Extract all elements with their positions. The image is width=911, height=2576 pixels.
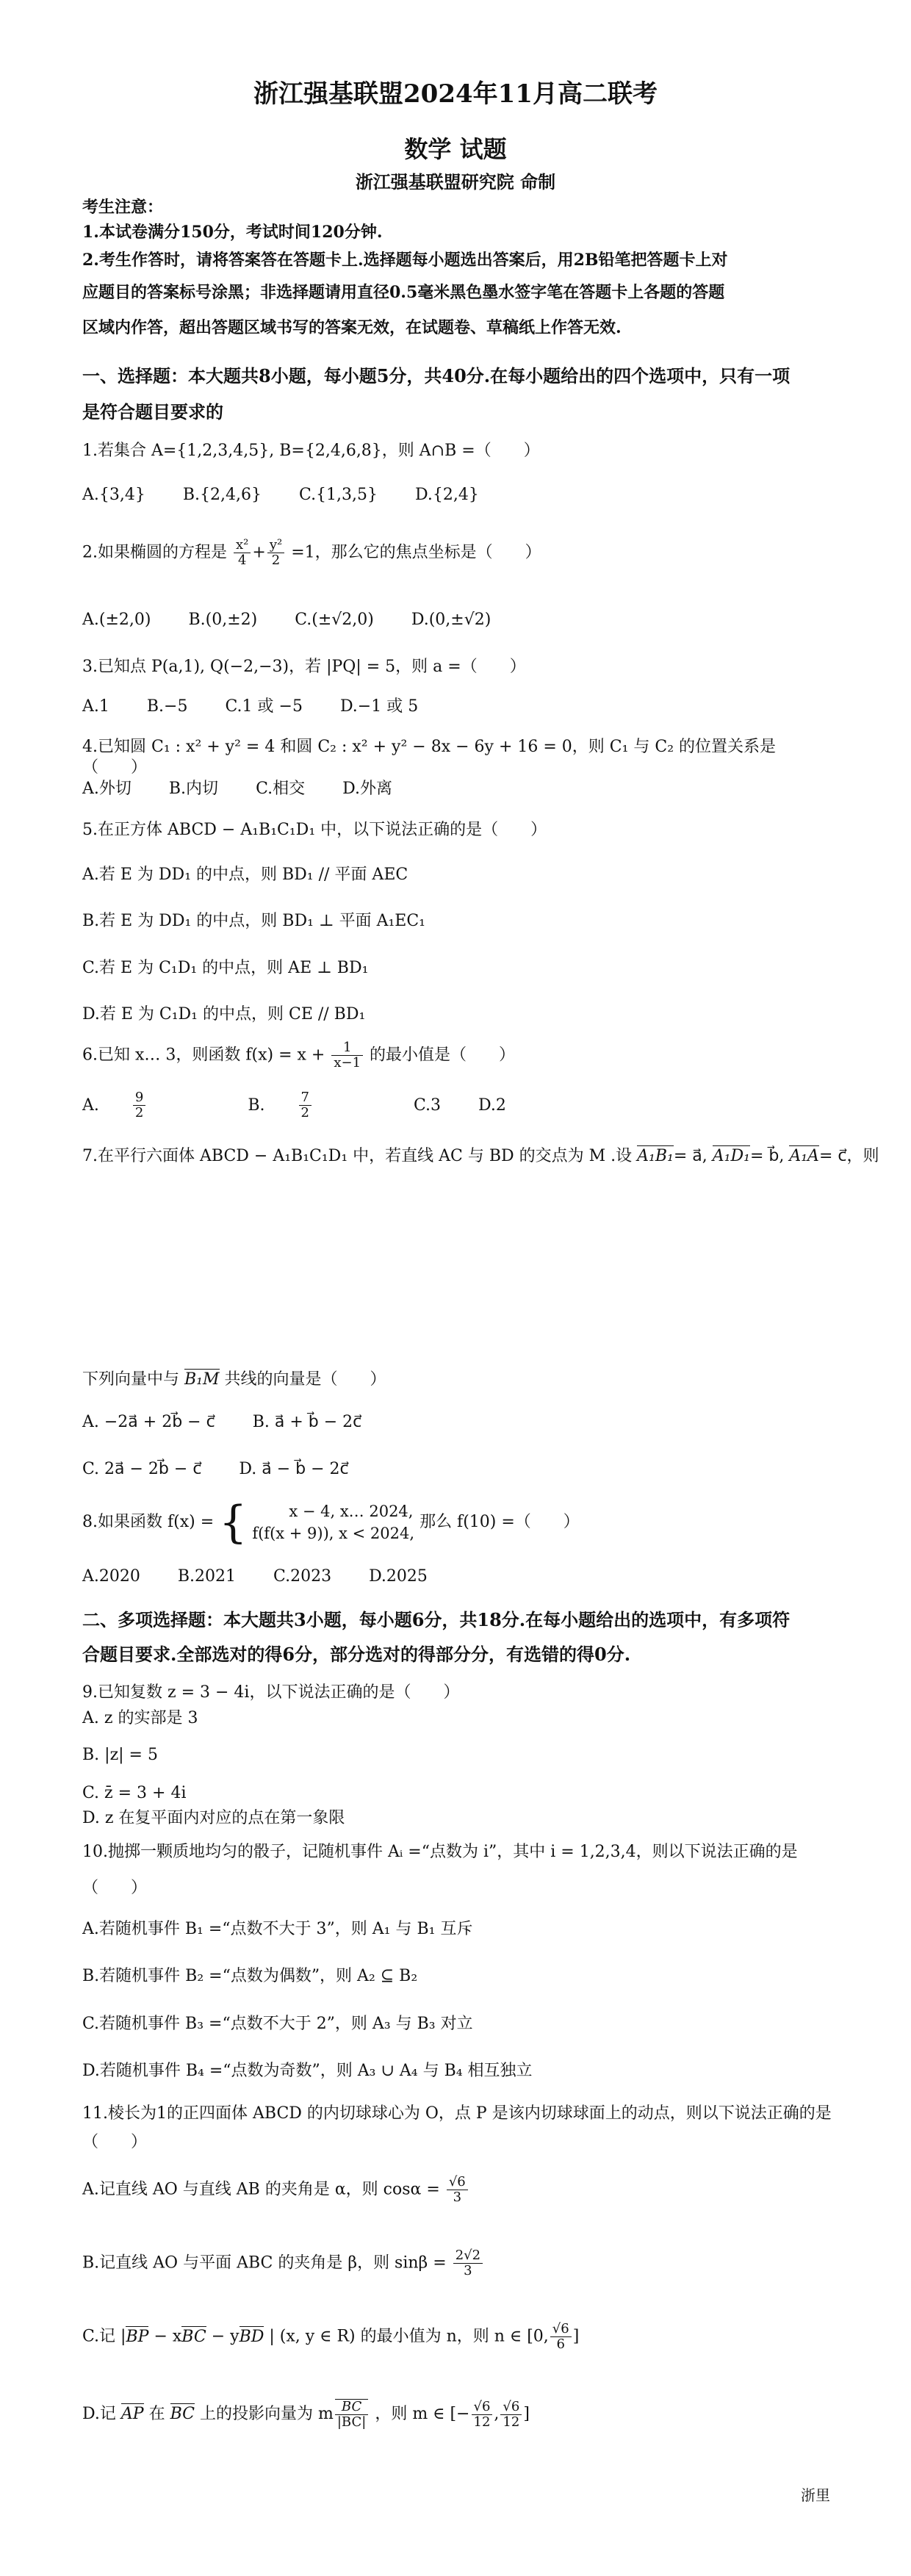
note-2b: 应题目的答案标号涂黑；非选择题请用直径0.5毫米黑色墨水签字笔在答题卡上各题的答题: [82, 283, 725, 302]
q8-option-d: D.2025: [369, 1567, 428, 1586]
q11-option-c-frac: [550, 2322, 572, 2352]
section2-line1: 二、多项选择题：本大题共3小题，每小题6分，共18分.在每小题给出的选项中，有多项符: [82, 1609, 791, 1630]
q6-option-b: [248, 1090, 376, 1120]
q11-option-b-text: B.记直线 AO 与平面 ABC 的夹角是 β，则 sinβ =: [82, 2253, 447, 2273]
q4-stem: 4.已知圆 C₁ : x² + y² = 4 和圆 C₂ : x² + y² − 8x − 6y + 16 = 0，则 C₁ 与 C₂ 的位置关系是（ ）: [82, 738, 777, 777]
q11-option-d-frac2: [500, 2400, 522, 2430]
q11-option-a: [82, 2175, 832, 2205]
q8-brace: {: [219, 1497, 248, 1548]
note-1: 1.本试卷满分150分，考试时间120分钟.: [82, 223, 383, 242]
q4-option-d: D.外离: [342, 780, 392, 798]
q11-option-c: [82, 2322, 832, 2352]
q10-option-a: A.若随机事件 B₁ =“点数不大于 3”，则 A₁ 与 B₁ 互斥: [82, 1920, 473, 1938]
q11-option-d-frac2-num: √6: [500, 2400, 522, 2415]
q7-vector-a1a: A₁A: [789, 1147, 819, 1165]
q2-option-a: A.(±2,0): [82, 611, 151, 629]
q8-stem: [82, 1497, 832, 1548]
q2-option-d: D.(0,±√2): [411, 611, 491, 629]
q5-option-d: D.若 E 为 C₁D₁ 的中点，则 CE // BD₁: [82, 1005, 366, 1023]
q11-option-d-post2: ，则 m ∈: [375, 2405, 445, 2423]
q4-option-c: C.相交: [256, 780, 306, 798]
q9-option-d: D. z 在复平面内对应的点在第一象限: [82, 1809, 345, 1827]
q8-option-c: C.2023: [273, 1567, 332, 1586]
q2-frac-y: [267, 538, 284, 568]
q11-option-b-den: 3: [464, 2263, 472, 2278]
q7-option-d: D. a⃗ − b⃗ − 2c⃗: [239, 1460, 349, 1478]
q1-stem: 1.若集合 A={1,2,3,4,5}, B={2,4,6,8}，则 A∩B =（ ）: [82, 442, 540, 460]
q7-eq1: = a⃗,: [673, 1147, 707, 1165]
q11-option-b: [82, 2248, 832, 2278]
q6-option-a: [82, 1090, 210, 1120]
q5-option-b: B.若 E 为 DD₁ 的中点，则 BD₁ ⊥ 平面 A₁EC₁: [82, 912, 425, 930]
q6-post: 的最小值是（ ）: [370, 1046, 516, 1065]
q11-option-d-unit-num: BC: [335, 2399, 368, 2415]
q3-stem: 3.已知点 P(a,1), Q(−2,−3)，若 |PQ| = 5，则 a =（ ）: [82, 658, 526, 676]
q6-option-b-frac: [299, 1090, 344, 1120]
q11-option-c-num: √6: [550, 2322, 572, 2337]
q7-stem-text: 7.在平行六面体 ABCD − A₁B₁C₁D₁ 中，若直线 AC 与 BD 的交点为 M .设: [82, 1147, 633, 1165]
q5-stem: 5.在正方体 ABCD − A₁B₁C₁D₁ 中，以下说法正确的是（ ）: [82, 821, 547, 839]
q1-option-b: B.{2,4,6}: [182, 486, 262, 504]
q11-option-d-comma: ,: [494, 2405, 500, 2423]
q6-option-b-label: B.: [248, 1095, 265, 1115]
q10-option-b: B.若随机事件 B₂ =“点数为偶数”，则 A₂ ⊆ B₂: [82, 1967, 418, 1985]
q10-stem-1: 10.抛掷一颗质地均匀的骰子，记随机事件 Aᵢ =“点数为 i”，其中 i = 1,2,3,4，则以下说法正确的是: [82, 1843, 798, 1861]
q6-stem: [82, 1040, 832, 1071]
q11-option-c-bracket-right: ]: [572, 2327, 580, 2346]
q11-stem-2: （ ）: [82, 2133, 148, 2151]
q9-option-c: C. z̄ = 3 + 4i: [82, 1784, 187, 1802]
q11-option-b-frac: [453, 2248, 483, 2278]
page-footer: 浙里: [801, 2486, 830, 2504]
exam-org: 浙江强基联盟研究院 命制: [355, 171, 556, 193]
q11-option-a-frac: [447, 2175, 468, 2205]
q5-option-c: C.若 E 为 C₁D₁ 的中点，则 AE ⊥ BD₁: [82, 959, 369, 977]
q1-option-a: A.{3,4}: [82, 486, 145, 504]
q2-option-b: B.(0,±2): [188, 611, 258, 629]
q7-vector-a1b1: A₁B₁: [637, 1147, 674, 1165]
q7-option-c: C. 2a⃗ − 2b⃗ − c⃗: [82, 1460, 202, 1478]
q3-options: [82, 697, 450, 717]
q7-option-b: B. a⃗ + b⃗ − 2c⃗: [252, 1413, 362, 1431]
q11-option-d-unit-den: |BC|: [336, 2414, 367, 2430]
q11-option-c-bracket-left: [0,: [527, 2327, 549, 2346]
q1-options: [82, 485, 511, 506]
q7-cont-post: 共线的向量是（ ）: [224, 1370, 386, 1389]
q11-option-d-bracket-right: ]: [523, 2405, 530, 2423]
section2-line2: 合题目要求.全部选对的得6分，部分选对的得部分分，有选错的得0分.: [82, 1644, 631, 1665]
q10-option-c: C.若随机事件 B₃ =“点数不大于 2”，则 A₃ 与 B₃ 对立: [82, 2015, 473, 2033]
q11-option-a-text: A.记直线 AO 与直线 AB 的夹角是 α，则 cosα =: [82, 2180, 440, 2199]
q3-option-b: B.−5: [146, 697, 188, 716]
q11-option-d-frac2-den: 12: [503, 2414, 520, 2430]
q9-option-b: B. |z| = 5: [82, 1746, 158, 1764]
q4-options: [82, 779, 425, 799]
q3-option-c: C.1 或 −5: [225, 697, 303, 716]
q11-option-a-den: 3: [453, 2190, 462, 2205]
q11-vector-bc-2: BC: [170, 2405, 195, 2423]
q6-option-a-den: 2: [134, 1105, 144, 1120]
q6-frac: [331, 1040, 363, 1071]
q1-option-c: C.{1,3,5}: [299, 486, 378, 504]
q11-vector-bp: BP: [126, 2327, 149, 2346]
q8-post: 那么 f(10) =（ ）: [420, 1513, 580, 1531]
q9-stem: 9.已知复数 z = 3 − 4i，以下说法正确的是（ ）: [82, 1683, 460, 1702]
section1-line1: 一、选择题：本大题共8小题，每小题5分，共40分.在每小题给出的四个选项中，只有一项: [82, 365, 791, 386]
q2-option-c: C.(±√2,0): [295, 611, 374, 629]
q11-vector-bc: BC: [181, 2327, 206, 2346]
q11-option-c-mid1: − x: [154, 2327, 182, 2346]
q2-frac-x-num: x²: [234, 538, 251, 553]
q11-vector-bd: BD: [239, 2327, 264, 2346]
q11-option-d-bracket-left: [−: [450, 2405, 470, 2423]
q7-vector-b1m: B₁M: [184, 1370, 220, 1389]
q2-pre: 2.如果椭圆的方程是: [82, 543, 227, 562]
q2-frac-x: [234, 538, 251, 568]
q2-frac-x-den: 4: [237, 553, 247, 568]
exam-subject: 数学 试题: [404, 135, 507, 163]
q11-option-a-num: √6: [447, 2175, 468, 2190]
q11-vector-ap: AP: [120, 2405, 144, 2423]
section1-line2: 是符合题目要求的: [82, 401, 223, 422]
q6-option-a-frac: [133, 1090, 178, 1120]
q2-frac-y-num: y²: [267, 538, 284, 553]
q6-options: [82, 1090, 539, 1120]
q7-continued: [82, 1370, 832, 1390]
q11-option-d: [82, 2399, 832, 2430]
q1-option-d: D.{2,4}: [415, 486, 479, 504]
q10-stem-2: （ ）: [82, 1879, 148, 1897]
q8-pre: 8.如果函数 f(x) =: [82, 1513, 215, 1531]
q7-stem: [82, 1146, 879, 1167]
q6-frac-den: x−1: [334, 1055, 361, 1071]
notes-heading: 考生注意：: [82, 198, 164, 217]
q7-option-a: A. −2a⃗ + 2b⃗ − c⃗: [82, 1413, 215, 1431]
q11-option-c-pre: C.记 |: [82, 2327, 126, 2346]
q11-option-d-mid: 在: [148, 2405, 165, 2423]
q7-options-cd: [82, 1459, 381, 1480]
q11-option-c-den: 6: [556, 2336, 565, 2352]
q6-option-d: D.2: [478, 1095, 506, 1115]
note-2a: 2.考生作答时，请将答案答在答题卡上.选择题每小题选出答案后，用2B铅笔把答题卡上对: [82, 251, 728, 270]
q3-option-a: A.1: [82, 697, 109, 716]
q11-option-d-frac1-den: 12: [473, 2414, 491, 2430]
q5-option-a: A.若 E 为 DD₁ 的中点，则 BD₁ // 平面 AEC: [82, 866, 408, 884]
q4-option-b: B.内切: [168, 780, 219, 798]
q6-pre: 6.已知 x… 3，则函数 f(x) = x +: [82, 1046, 325, 1065]
exam-title: 浙江强基联盟2024年11月高二联考: [253, 79, 658, 109]
q11-option-c-post: | (x, y ∈ R) 的最小值为 n，则 n ∈: [269, 2327, 522, 2346]
q7-eq2: = b⃗,: [749, 1147, 785, 1165]
q6-option-c: C.3: [413, 1095, 442, 1115]
q7-eq3: = c⃗，则: [818, 1147, 879, 1165]
q11-option-d-unit-frac: [335, 2399, 368, 2430]
q11-option-d-frac1: [472, 2400, 493, 2430]
q2-options: [82, 610, 523, 630]
q11-option-d-post1: 上的投影向量为 m: [200, 2405, 334, 2423]
q11-option-c-mid2: − y: [211, 2327, 240, 2346]
q2-frac-y-den: 2: [271, 553, 281, 568]
q9-option-a: A. z 的实部是 3: [82, 1709, 198, 1727]
q2-stem: 2.如果椭圆的方程是 $\frac{\text{x²}}{4}$ + $\frac{\text{y²}}{2}$ =1，那么它的焦点坐标是（ ）: [82, 537, 541, 568]
q7-cont-pre: 下列向量中与: [82, 1370, 180, 1389]
q6-option-a-num: 9: [133, 1090, 145, 1106]
q11-option-b-num: 2√2: [453, 2248, 483, 2264]
q7-vector-a1d1: A₁D₁: [712, 1147, 750, 1165]
q6-option-a-label: A.: [82, 1095, 99, 1115]
q8-option-a: A.2020: [82, 1567, 140, 1586]
note-2c: 区域内作答，超出答题区域书写的答案无效，在试题卷、草稿纸上作答无效.: [82, 318, 622, 337]
q8-case-1: x − 4, x… 2024,: [289, 1503, 414, 1520]
q8-case-2: f(f(x + 9)), x < 2024,: [252, 1525, 415, 1542]
q10-option-d: D.若随机事件 B₄ =“点数为奇数”，则 A₃ ∪ A₄ 与 B₄ 相互独立: [82, 2062, 533, 2080]
q6-option-b-num: 7: [299, 1090, 312, 1106]
q4-option-a: A.外切: [82, 780, 132, 798]
q2-post: =1，那么它的焦点坐标是（ ）: [291, 543, 541, 562]
q6-option-b-den: 2: [300, 1105, 309, 1120]
q6-frac-num: 1: [331, 1040, 363, 1056]
q3-option-d: D.−1 或 5: [339, 697, 419, 716]
q11-option-d-frac1-num: √6: [472, 2400, 493, 2415]
q8-option-b: B.2021: [177, 1567, 237, 1586]
q11-option-d-pre: D.记: [82, 2405, 116, 2423]
q8-options: [82, 1566, 460, 1587]
q11-stem-1: 11.棱长为1的正四面体 ABCD 的内切球球心为 O，点 P 是该内切球球面上的动点，则以下说法正确的是: [82, 2104, 832, 2123]
q8-cases: [252, 1500, 414, 1544]
q7-options-ab: [82, 1412, 394, 1433]
